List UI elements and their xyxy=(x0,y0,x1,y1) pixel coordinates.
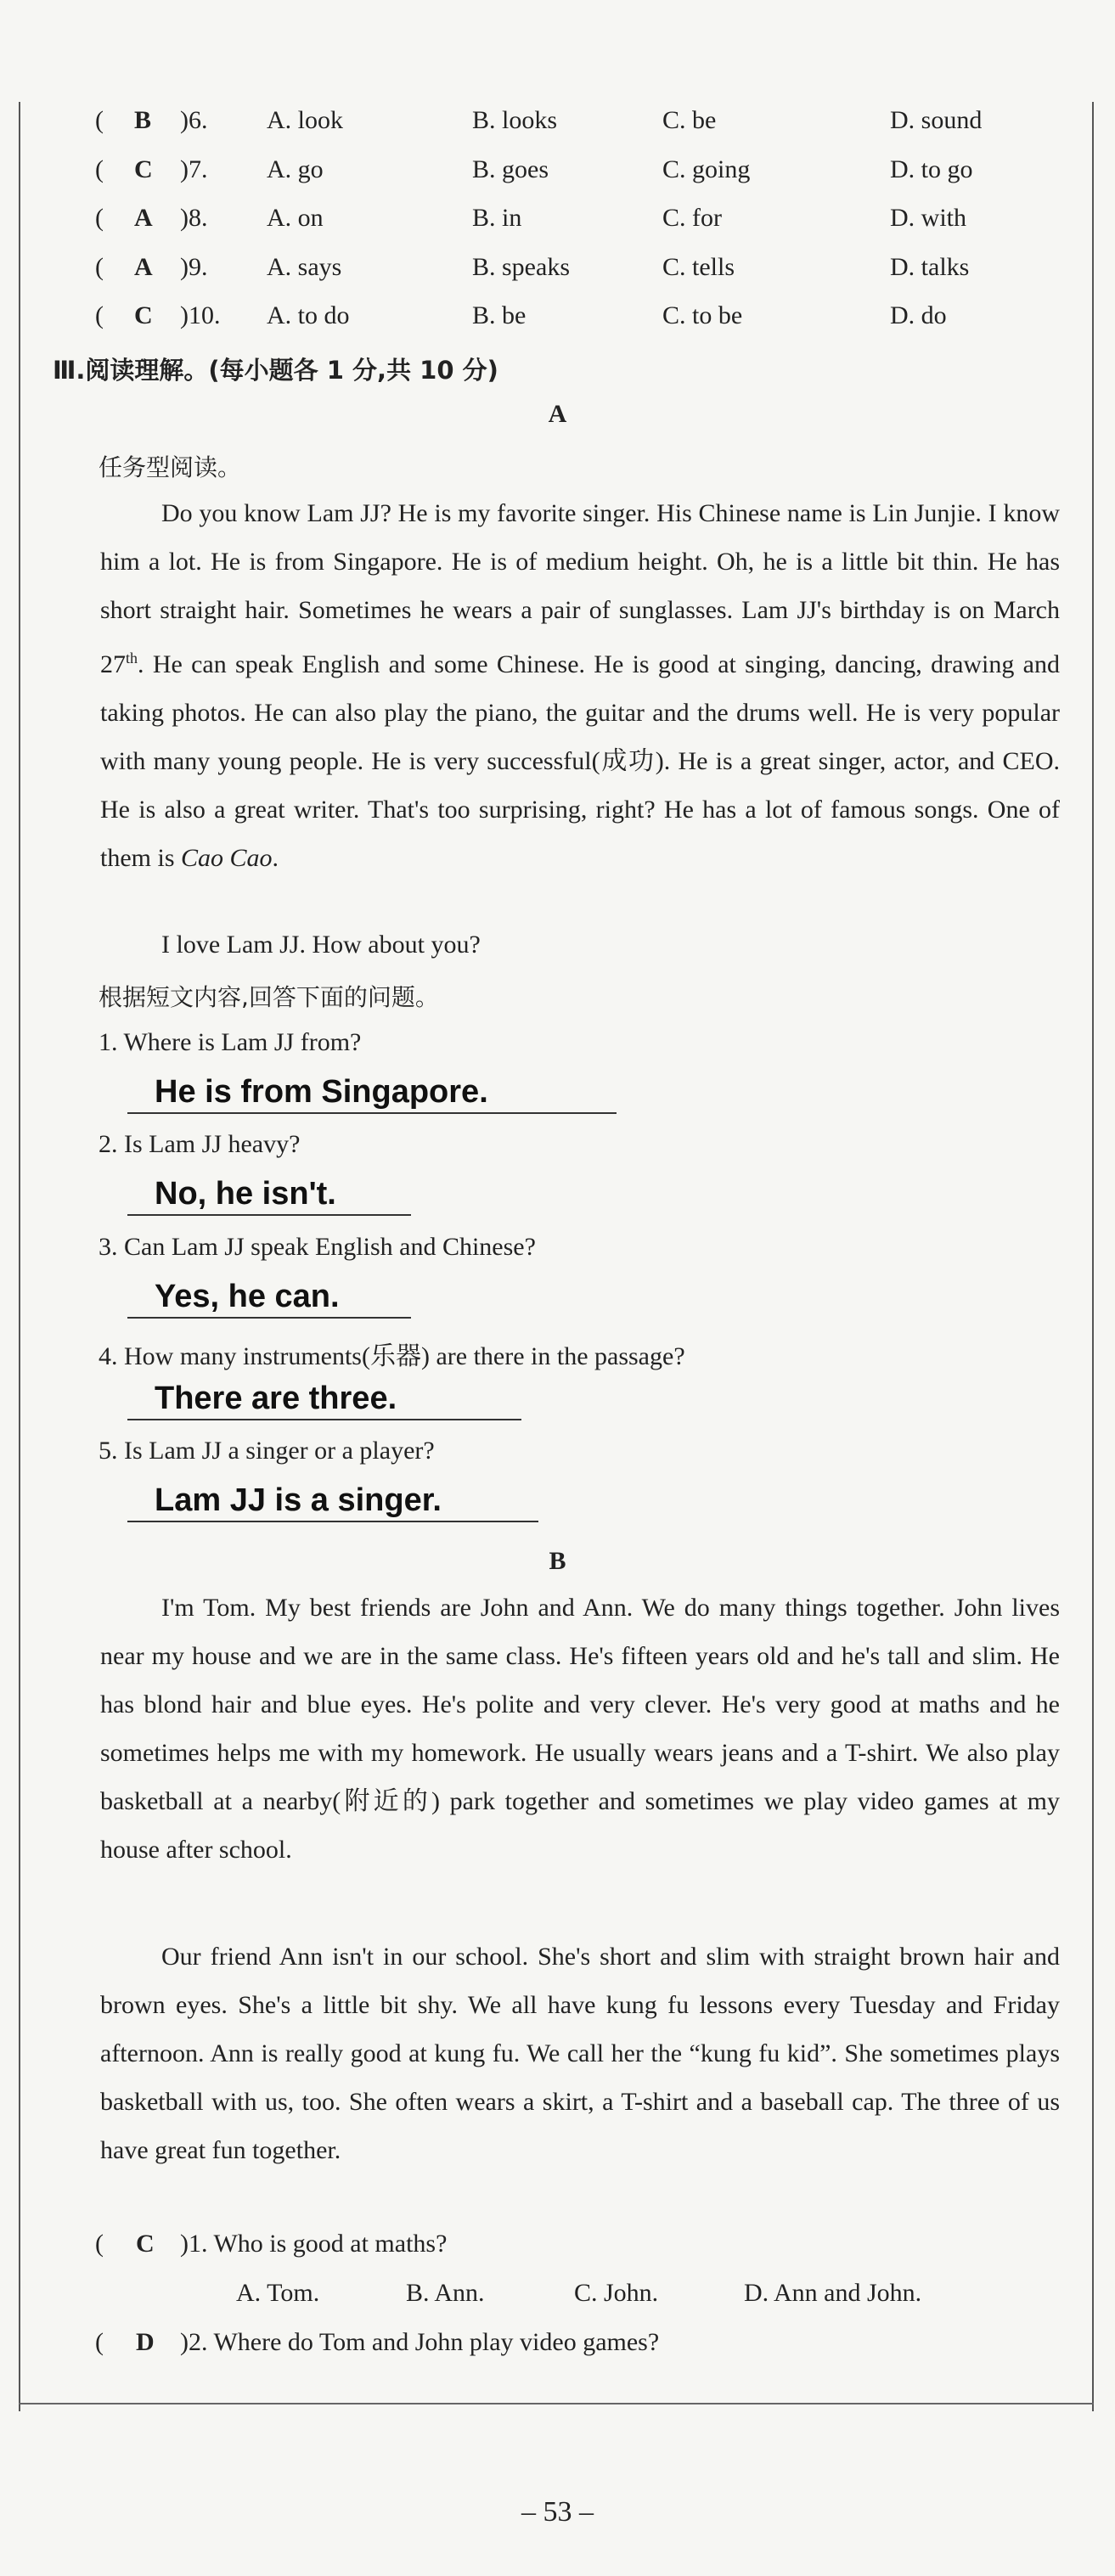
left-margin-line xyxy=(19,102,20,2411)
option-c: C. be xyxy=(662,106,717,134)
option-d: D. Ann and John. xyxy=(744,2279,922,2307)
option-a: A. to do xyxy=(267,301,350,329)
question: 3. Can Lam JJ speak English and Chinese? xyxy=(99,1233,536,1261)
mc-answer: A xyxy=(134,204,153,232)
part-b-label: B xyxy=(549,1547,566,1575)
mc-number: )6. xyxy=(180,106,208,134)
passage-b-paragraph-1: I'm Tom. My best friends are John and Ann. We do many things together. John lives near my house and we are in the same class. He's fifteen years old and he's tall and slim. He has blond hair and blue eyes. He's polite and very clever. He's very good at maths and he sometimes helps me with my homework. He usually wears jeans and a T-shirt. We also play basketball at a nearby(附近的) park together and sometimes we play video games at my house after school. xyxy=(100,1594,1060,1864)
mc-answer: C xyxy=(134,301,153,329)
bottom-rule xyxy=(19,2403,1094,2404)
mc-answer: C xyxy=(134,155,153,183)
mc-answer: C xyxy=(136,2230,155,2258)
option-b: B. in xyxy=(472,204,522,232)
option-d: D. do xyxy=(890,301,947,329)
mc-number: )9. xyxy=(180,253,208,281)
mc-answer: A xyxy=(134,253,153,281)
option-c: C. tells xyxy=(662,253,735,281)
option-d: D. sound xyxy=(890,106,983,134)
option-d: D. to go xyxy=(890,155,973,183)
option-a: A. on xyxy=(267,204,324,232)
task-type-label: 任务型阅读。 xyxy=(99,453,242,481)
question: 2. Is Lam JJ heavy? xyxy=(99,1130,301,1158)
right-margin-line xyxy=(1092,102,1094,2411)
question-text: )1. Who is good at maths? xyxy=(180,2230,448,2258)
option-a: A. says xyxy=(267,253,342,281)
option-b: B. looks xyxy=(472,106,558,134)
question-text: )2. Where do Tom and John play video games? xyxy=(180,2328,660,2356)
option-d: D. with xyxy=(890,204,966,232)
mc-answer: D xyxy=(136,2328,155,2356)
option-a: A. Tom. xyxy=(236,2279,320,2307)
passage-b-paragraph-2: Our friend Ann isn't in our school. She's short and slim with straight brown hair and brown eyes. She's a little bit shy. We all have kung fu lessons every Tuesday and Friday afternoon. Ann is really good at kung fu. We call her the “kung fu kid”. She sometimes plays basketball with us, too. She often wears a skirt, a T-shirt and a baseball cap. The three of us have great fun together. xyxy=(100,1943,1060,2164)
option-c: C. for xyxy=(662,204,722,232)
option-a: A. look xyxy=(267,106,343,134)
question: 1. Where is Lam JJ from? xyxy=(99,1028,362,1056)
option-d: D. talks xyxy=(890,253,970,281)
mc-number: )8. xyxy=(180,204,208,232)
answer-line: Lam JJ is a singer. xyxy=(127,1482,538,1522)
option-b: B. goes xyxy=(472,155,549,183)
answer-line: He is from Singapore. xyxy=(127,1074,617,1114)
answer-line: Yes, he can. xyxy=(127,1279,411,1319)
question: 4. How many instruments(乐器) are there in the passage? xyxy=(99,1342,685,1370)
option-c: C. John. xyxy=(574,2279,659,2307)
question: 5. Is Lam JJ a singer or a player? xyxy=(99,1437,435,1465)
option-b: B. speaks xyxy=(472,253,570,281)
section-title: Ⅲ.阅读理解。(每小题各 1 分,共 10 分) xyxy=(53,356,498,385)
option-b: B. Ann. xyxy=(406,2279,485,2307)
option-b: B. be xyxy=(472,301,527,329)
instruction: 根据短文内容,回答下面的问题。 xyxy=(99,983,439,1011)
passage-a: Do you know Lam JJ? He is my favorite singer. His Chinese name is Lin Junjie. I know him a lot. He is from Singapore. He is of medium height. Oh, he is a little bit thin. He has short straight hair. Sometimes he wears a pair of sunglasses. Lam JJ's birthday is on March 27th. He can speak English and some Chinese. He is good at singing, dancing, drawing and taking photos. He can also play the piano, the guitar and the drums well. He is very popular with many young people. He is very successful(成功). He is a great singer, actor, and CEO. He is also a great writer. That's too surprising, right? He has a lot of famous songs. One of them is Cao Cao. xyxy=(100,499,1060,872)
mc-number: )7. xyxy=(180,155,208,183)
passage-a-closing: I love Lam JJ. How about you? xyxy=(161,931,481,959)
mc-answer: B xyxy=(134,106,152,134)
option-c: C. to be xyxy=(662,301,743,329)
page-number: – 53 – xyxy=(521,2496,594,2528)
answer-line: There are three. xyxy=(127,1381,521,1420)
mc-number: )10. xyxy=(180,301,221,329)
part-a-label: A xyxy=(548,400,567,428)
option-a: A. go xyxy=(267,155,324,183)
option-c: C. going xyxy=(662,155,751,183)
answer-line: No, he isn't. xyxy=(127,1176,411,1216)
